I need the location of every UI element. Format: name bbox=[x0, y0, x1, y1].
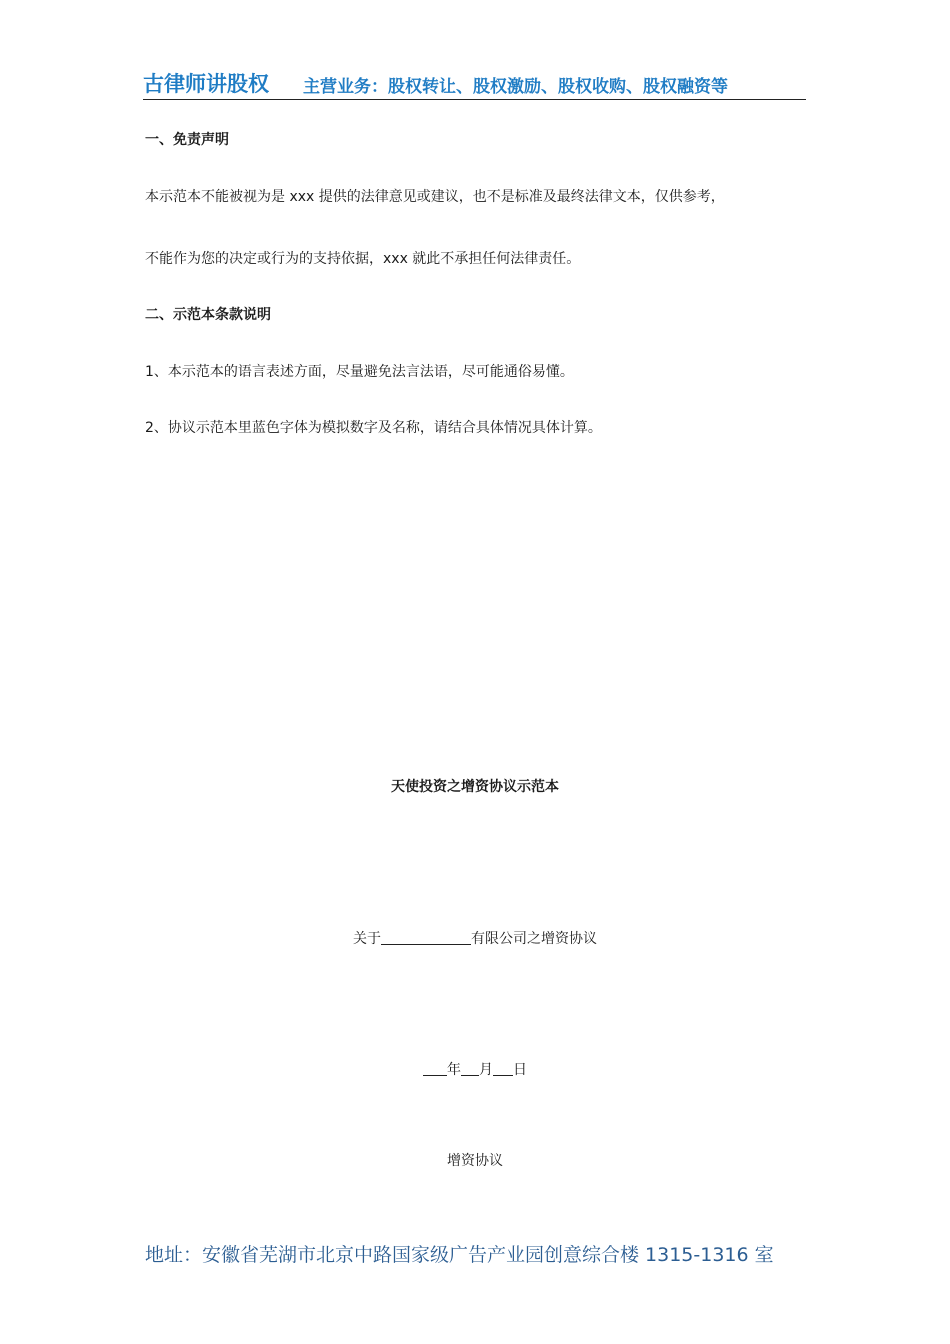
date-day-label: 日 bbox=[513, 1062, 527, 1078]
month-blank[interactable] bbox=[461, 1061, 479, 1076]
notes-item-2: 2、协议示范本里蓝色字体为模拟数字及名称，请结合具体情况具体计算。 bbox=[145, 420, 602, 436]
agreement-prefix: 关于 bbox=[353, 931, 381, 947]
day-blank[interactable] bbox=[493, 1061, 513, 1076]
section-title: 增资协议 bbox=[447, 1153, 503, 1169]
disclaimer-paragraph-1: 本示范本不能被视为是 xxx 提供的法律意见或建议，也不是标准及最终法律文本，仅供参考， bbox=[145, 189, 725, 205]
disclaimer-heading: 一、免责声明 bbox=[145, 132, 229, 148]
document-title: 天使投资之增资协议示范本 bbox=[391, 779, 559, 795]
date-year-label: 年 bbox=[447, 1062, 461, 1078]
company-name-blank[interactable] bbox=[381, 930, 471, 945]
brand-name: 古律师讲股权 bbox=[143, 72, 269, 96]
notes-item-1: 1、本示范本的语言表述方面，尽量避免法言法语，尽可能通俗易懂。 bbox=[145, 364, 574, 380]
agreement-title bbox=[0, 928, 950, 948]
page-header bbox=[143, 66, 806, 100]
agreement-suffix: 有限公司之增资协议 bbox=[471, 931, 597, 947]
date-month-label: 月 bbox=[479, 1062, 493, 1078]
notes-heading: 二、示范本条款说明 bbox=[145, 307, 271, 323]
business-scope: 主营业务：股权转让、股权激励、股权收购、股权融资等 bbox=[303, 77, 728, 97]
agreement-date bbox=[0, 1059, 950, 1079]
year-blank[interactable] bbox=[423, 1061, 447, 1076]
footer-address: 地址：安徽省芜湖市北京中路国家级广告产业园创意综合楼 1315-1316 室 bbox=[145, 1244, 774, 1266]
disclaimer-paragraph-2: 不能作为您的决定或行为的支持依据，xxx 就此不承担任何法律责任。 bbox=[145, 251, 581, 267]
